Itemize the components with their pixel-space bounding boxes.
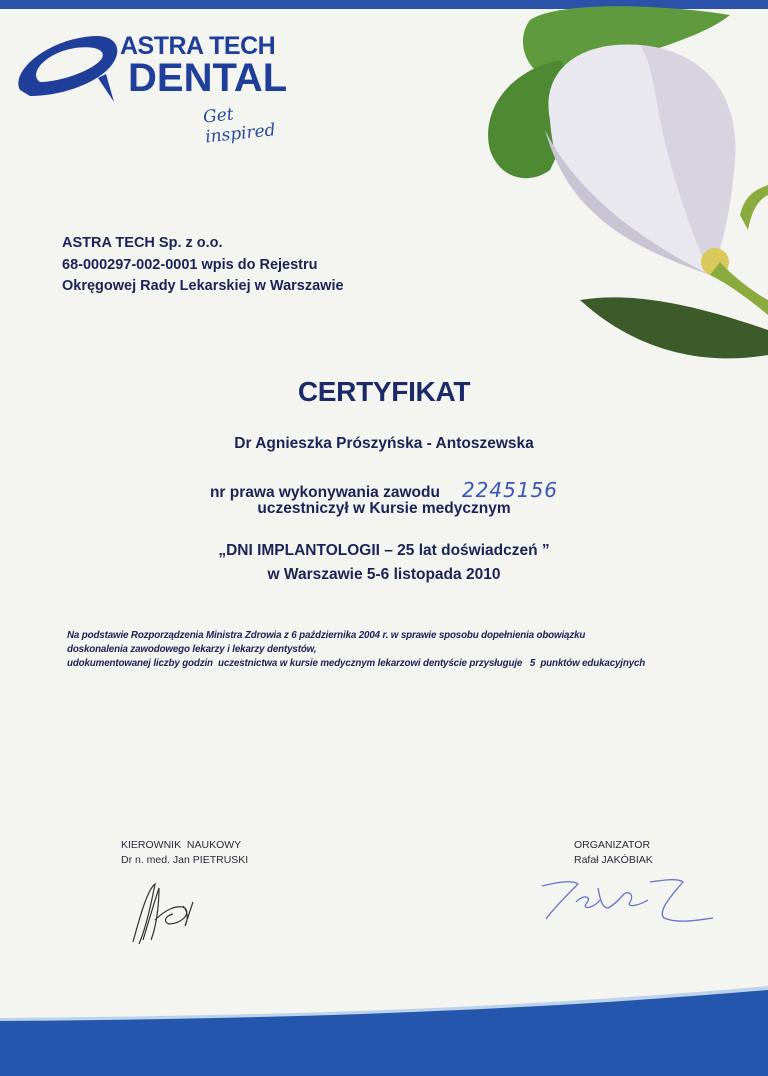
participation-text: uczestniczył w Kursie medycznym <box>257 500 511 517</box>
signature-block-right <box>574 838 653 867</box>
logo-swoosh-icon <box>10 30 130 110</box>
astra-tech-dental-logo <box>10 26 310 148</box>
bottom-blue-band <box>0 980 768 1076</box>
signature-right-image <box>538 874 718 934</box>
license-label: nr prawa wykonywania zawodu <box>209 484 440 501</box>
course-title: „DNI IMPLANTOLOGII – 25 lat doświadczeń ” <box>218 542 550 559</box>
license-line <box>0 478 768 502</box>
signature-name: Rafał JAKÓBIAK <box>574 853 653 866</box>
legal-line: Na podstawie Rozporządzenia Ministra Zdrowia z 6 października 2004 r. w sprawie sposobu dopełnienia obowiązku <box>67 630 586 641</box>
company-name: ASTRA TECH Sp. z o.o. <box>62 235 223 251</box>
legal-line: doskonalenia zawodowego lekarzy i lekarzy dentystów, <box>67 644 317 655</box>
signature-role: KIEROWNIK NAUKOWY <box>121 839 242 851</box>
logo-line2: DENTAL <box>128 56 288 100</box>
signature-left-image <box>125 880 205 950</box>
flower-illustration <box>470 0 768 370</box>
signature-block-left <box>121 838 248 867</box>
certificate-title: CERTYFIKAT <box>297 376 471 407</box>
signature-name: Dr n. med. Jan PIETRUSKI <box>121 853 249 866</box>
legal-basis-text <box>67 629 645 671</box>
logo-line1: ASTRA TECH <box>120 32 276 60</box>
license-number-handwritten: 2245156 <box>461 478 559 502</box>
company-info <box>62 233 344 298</box>
legal-line: udokumentowanej liczby godzin uczestnictwa w kursie medycznym lekarzowi dentyście przysługuje 5 punktów edukacyjnych <box>67 658 646 669</box>
company-registry: 68-000297-002-0001 wpis do Rejestru <box>62 256 318 273</box>
recipient-name: Dr Agnieszka Prószyńska - Antoszewska <box>234 435 534 452</box>
signature-role: ORGANIZATOR <box>574 839 651 851</box>
logo-tagline: Get inspired <box>202 104 277 148</box>
course-place-date: w Warszawie 5-6 listopada 2010 <box>267 566 501 583</box>
company-chamber: Okręgowej Rady Lekarskiej w Warszawie <box>62 278 344 294</box>
